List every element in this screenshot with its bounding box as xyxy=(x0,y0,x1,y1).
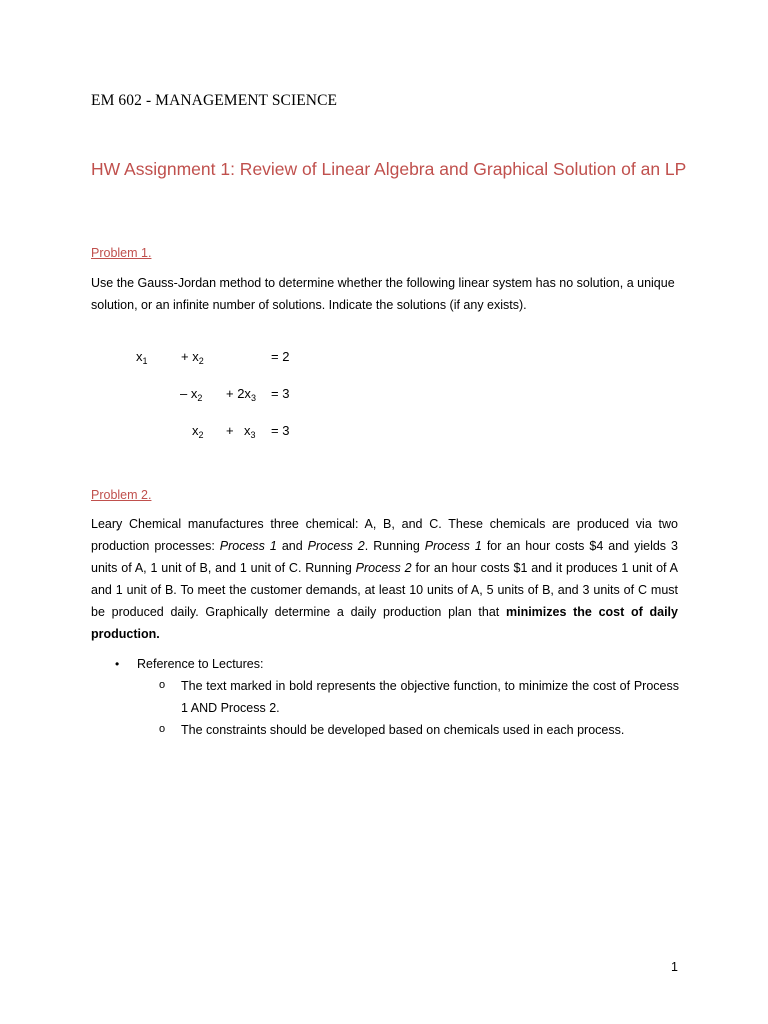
problem-1-heading: Problem 1. xyxy=(91,246,152,260)
eq1-term1: $x_1$ xyxy=(136,349,148,366)
eq2-term2: + $2x_3$ xyxy=(226,386,256,403)
problem-1-intro: Use the Gauss-Jordan method to determine whether the following linear system has no solution, a unique solution, or an infinite number of solutions. Indicate the solutions (if any exists). xyxy=(91,276,675,312)
eq3-term1: $x_2$ xyxy=(192,423,204,440)
eq3-rhs: = 3 xyxy=(271,423,290,438)
problem-2-paragraph: Leary Chemical manufactures three chemical: A, B, and C. These chemicals are produced via two production processes: Process 1 and Process 2. Running Process 1 for an hour costs $4 and yields 3 units of A, 1 unit of B, and 1 unit of C. Running Process 2 for an hour costs $1 and it produces 1 unit of A and 1 unit of B. To meet the customer demands, at least 10 units of A, 5 units of B, and 3 units of C must be produced daily. Graphically determine a daily production plan that minimizes the cost of daily production. xyxy=(91,517,678,641)
objective-bold-text: minimizes the cost of daily production. xyxy=(91,605,678,641)
page-number: 1 xyxy=(671,960,678,974)
sub-bullet-marker: o xyxy=(159,679,166,691)
sub-bullet-marker: o xyxy=(159,723,166,735)
sub-bullet-item: The text marked in bold represents the objective function, to minimize the cost of Process 1 AND Process 2. xyxy=(181,679,679,715)
eq1-rhs: = 2 xyxy=(271,349,290,364)
assignment-title: HW Assignment 1: Review of Linear Algebra and Graphical Solution of an LP xyxy=(91,159,687,179)
eq2-rhs: = 3 xyxy=(271,386,290,401)
eq2-term1: – $x_2$ xyxy=(180,386,203,403)
course-title: EM 602 - MANAGEMENT SCIENCE xyxy=(91,92,338,109)
eq3-term2: $x_3$ xyxy=(244,423,256,440)
eq3-plus: + xyxy=(226,423,234,438)
problem-2-heading: Problem 2. xyxy=(91,488,152,502)
eq1-term2: + $x_2$ xyxy=(181,349,204,366)
bullet-reference-label: Reference to Lectures: xyxy=(137,657,264,671)
bullet-marker: • xyxy=(115,657,120,671)
sub-bullet-item: The constraints should be developed based on chemicals used in each process. xyxy=(181,723,625,737)
